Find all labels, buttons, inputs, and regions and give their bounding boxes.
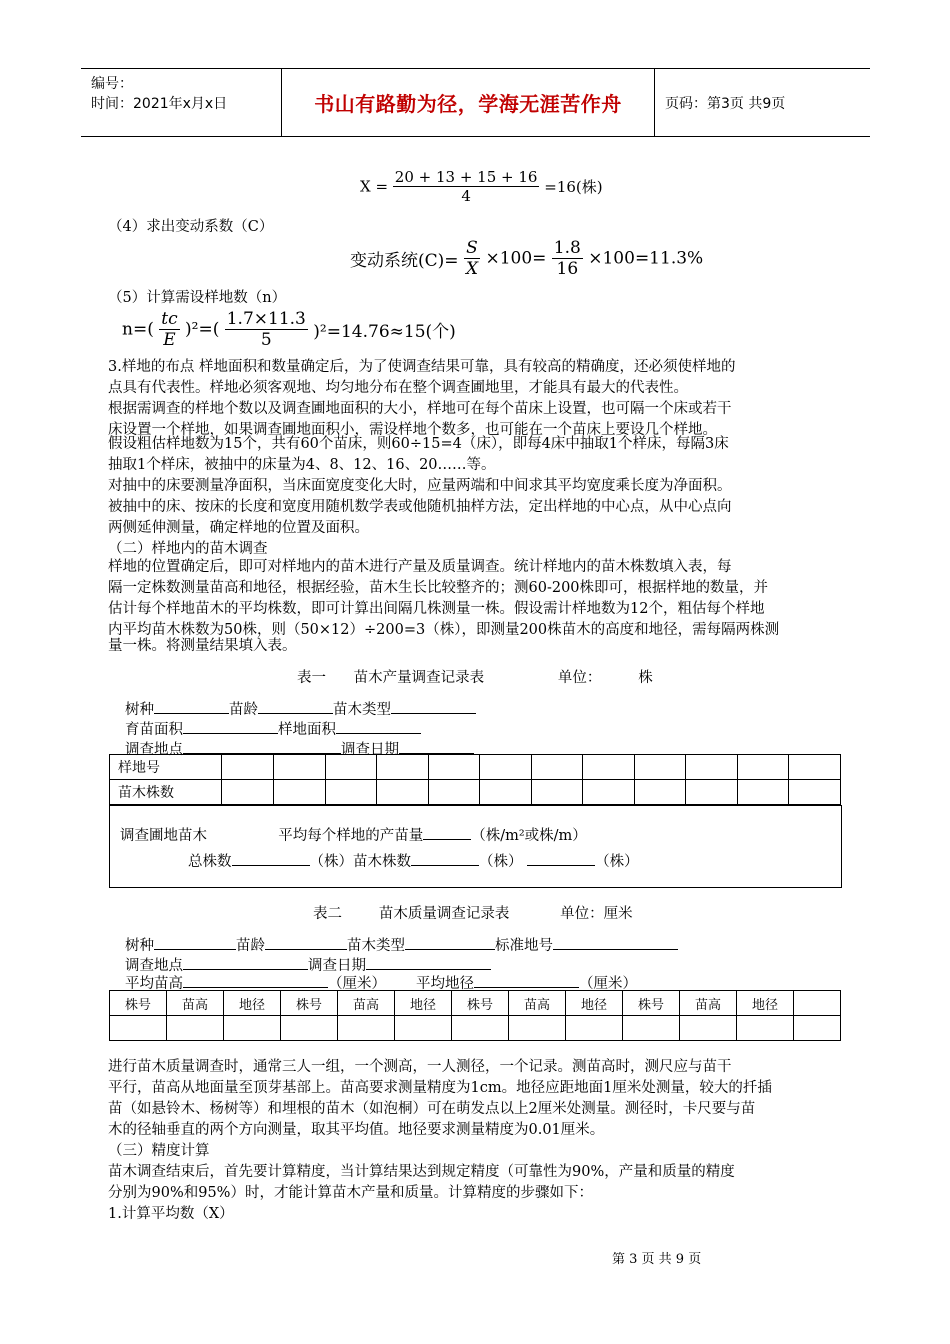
para-text: 1.计算平均数（X）: [108, 1206, 234, 1222]
formula-mean-fraction: [393, 168, 540, 205]
time-label: 时间：2021年x月x日: [91, 96, 228, 112]
table1-fields-row2: [125, 718, 421, 739]
number-label: 编号：: [91, 76, 133, 92]
table-cell: [680, 1016, 737, 1041]
table1-grid: [109, 754, 841, 805]
summary-text: （株/m²或株/m）: [471, 828, 587, 844]
para-text: 隔一定株数测量苗高和地径，根据经验，苗木生长比较整齐的；测60-200株即可，根据样地的数量，并: [108, 580, 769, 596]
para-text: 分别为90%和95%）时，才能计算苗木产量和质量。计算精度的步骤如下：: [108, 1185, 593, 1201]
para-text: 量一株。将测量结果填入表。: [108, 638, 297, 654]
blank-line: [405, 935, 495, 950]
table2-caption: 表二 苗木质量调查记录表 单位：厘米: [313, 906, 633, 922]
field-label: 苗木类型: [347, 938, 405, 954]
blank-line: [553, 935, 678, 950]
table2-fields-row1: [125, 934, 678, 955]
formula-cv-frac2-den: 16: [556, 259, 579, 279]
formula-n-frac1-num: tc: [161, 309, 178, 329]
para-text: 进行苗木质量调查时，通常三人一组，一个测高，一人测径，一个记录。测苗高时，测尺应与苗干: [108, 1059, 732, 1075]
page-header: [81, 68, 870, 137]
formula-mean-lhs: X =: [360, 177, 389, 196]
column-header: 地径: [224, 991, 281, 1016]
field-label: 树种: [125, 702, 154, 718]
field-label: 苗龄: [229, 702, 258, 718]
step4: （4）求出变动系数（C）: [108, 219, 274, 235]
blank-line: [183, 719, 278, 734]
field-label: 育苗面积: [125, 722, 183, 738]
formula-n-mid: )²=(: [185, 319, 220, 340]
table-cell: [167, 1016, 224, 1041]
field-label: 调查日期: [341, 742, 399, 758]
field-label: 调查地点: [125, 742, 183, 758]
blank-line: [411, 851, 479, 866]
para-text: 估计每个样地苗木的平均株数，即可计算出间隔几株测量一株。假设需计样地数为12个，粗估每个样地: [108, 601, 765, 617]
field-label: （厘米）: [579, 976, 637, 992]
para-text: 内平均苗木株数为50株，则（50×12）÷200=3（株），即测量200株苗木的高度和地径，需每隔两株测: [108, 622, 780, 638]
field-label: 树种: [125, 938, 154, 954]
blank-line: [366, 955, 491, 970]
summary-text: 平均每个样地的产苗量: [278, 828, 424, 844]
formula-cv-lhs: 变动系统(C)=: [350, 251, 459, 271]
blank-line: [391, 699, 476, 714]
formula-n-frac2: [225, 309, 308, 350]
header-meta: [81, 69, 282, 136]
table-cell: [566, 1016, 623, 1041]
formula-n-lhs: n=(: [122, 319, 154, 340]
column-header: 株号: [110, 991, 167, 1016]
field-label: 平均地径: [416, 976, 474, 992]
para-text: 抽取1个样床，被抽中的床量为4、8、12、16、20……等。: [108, 457, 496, 473]
summary-text: （株）: [595, 854, 639, 870]
table-cell: [224, 1016, 281, 1041]
formula-cv-mid: ×100=: [485, 248, 547, 269]
blank-line: [232, 851, 310, 866]
para-text: 被抽中的床、按床的长度和宽度用随机数学表或他随机抽样方法，定出样地的中心点，从中心点向: [108, 499, 732, 515]
field-label: 调查地点: [125, 958, 183, 974]
column-header: 地径: [566, 991, 623, 1016]
blank-line: [265, 935, 347, 950]
table-cell: [509, 1016, 566, 1041]
para-text: 木的径轴垂直的两个方向测量，取其平均值。地径要求测量精度为0.01厘米。: [108, 1122, 605, 1138]
formula-n: [122, 309, 456, 350]
formula-cv-frac1-num: S: [464, 238, 480, 259]
formula-n-rhs: )²=14.76≈15(个): [313, 322, 456, 342]
table-cell: [623, 1016, 680, 1041]
row-header: 苗木株数: [110, 780, 222, 805]
formula-mean-numerator: 20 + 13 + 15 + 16: [394, 168, 538, 186]
formula-cv-frac1-den: X: [465, 259, 479, 279]
column-header: 地径: [395, 991, 452, 1016]
formula-cv-frac2: [552, 238, 583, 279]
para-text: 苗（如悬铃木、杨树等）和埋根的苗木（如泡桐）可在萌发点以上2厘米处测量。测径时，卡尺要与苗: [108, 1101, 756, 1117]
blank-line: [474, 973, 579, 988]
blank-line: [399, 739, 474, 754]
table-cell: [395, 1016, 452, 1041]
para-text: 3.样地的布点 样地面积和数量确定后，为了使调查结果可靠，具有较高的精确度，还必须使样地的: [108, 359, 736, 375]
formula-n-frac2-num: 1.7×11.3: [226, 309, 306, 329]
para-text: 两侧延伸测量，确定样地的位置及面积。: [108, 520, 369, 536]
table-cell: [794, 1016, 841, 1041]
table-row: [110, 780, 841, 805]
header-motto-cell: [282, 69, 655, 136]
column-header: 苗高: [167, 991, 224, 1016]
column-header: 地径: [737, 991, 794, 1016]
field-label: 平均苗高: [125, 976, 183, 992]
table-row: [110, 1016, 841, 1041]
formula-cv-frac2-num: 1.8: [553, 238, 581, 258]
para-text: 对抽中的床要测量净面积，当床面宽度变化大时，应量两端和中间求其平均宽度乘长度为净面积。: [108, 478, 732, 494]
table1-summary: [109, 805, 842, 888]
column-header: 株号: [452, 991, 509, 1016]
column-header: 苗高: [509, 991, 566, 1016]
para-text: 平行，苗高从地面量至顶芽基部上。苗高要求测量精度为1cm。地径应距地面1厘米处测量，较大的扦插: [108, 1080, 772, 1096]
summary-text: 调查圃地苗木: [120, 828, 207, 844]
formula-n-frac1: [159, 309, 179, 350]
para-text: 根据需调查的样地个数以及调查圃地面积的大小，样地可在每个苗床上设置，也可隔一个床或若干: [108, 401, 732, 417]
blank-line: [183, 973, 328, 988]
blank-line: [527, 851, 595, 866]
table-row: [110, 755, 841, 780]
formula-n-frac1-den: E: [163, 330, 176, 350]
para-text: 假设粗估样地数为15个，共有60个苗床，则60÷15=4（床），即每4床中抽取1个样床，每隔3床: [108, 436, 729, 452]
motto: 书山有路勤为径，学海无涯苦作舟: [314, 92, 622, 116]
column-header: 苗高: [680, 991, 737, 1016]
blank-line: [336, 719, 421, 734]
blank-line: [423, 825, 471, 840]
section-heading: （二）样地内的苗木调查: [108, 541, 268, 557]
field-label: （厘米）: [328, 976, 386, 992]
para-text: 床设置一个样地，如果调查圃地面积小，需设样地个数多，也可能在一个苗床上要设几个样地。: [108, 422, 717, 438]
blank-line: [258, 699, 333, 714]
para-text: 苗木调查结束后，首先要计算精度，当计算结果达到规定精度（可靠性为90%，产量和质量的精度: [108, 1164, 735, 1180]
field-label: 样地面积: [278, 722, 336, 738]
formula-cv-rhs: ×100=11.3%: [588, 248, 704, 269]
field-label: 标准地号: [495, 938, 553, 954]
formula-mean-rhs: =16(株): [544, 178, 603, 196]
blank-line: [183, 739, 341, 754]
summary-text: 总株数: [188, 854, 232, 870]
section-heading: （三）精度计算: [108, 1143, 210, 1159]
blank-line: [154, 935, 236, 950]
summary-line2: [188, 850, 639, 871]
blank-line: [154, 699, 229, 714]
column-header: 株号: [623, 991, 680, 1016]
table-cell: [794, 991, 841, 1016]
header-page-cell: [655, 69, 870, 136]
formula-cv-frac1: [464, 238, 480, 279]
field-label: 苗龄: [236, 938, 265, 954]
page-label: 页码：第3页 共9页: [665, 95, 786, 112]
formula-n-frac2-den: 5: [260, 330, 272, 350]
table-cell: [737, 1016, 794, 1041]
summary-text: （株）: [479, 854, 523, 870]
summary-text: （株）苗木株数: [309, 854, 411, 870]
table2-grid: [109, 990, 841, 1041]
column-header: 株号: [281, 991, 338, 1016]
table1-caption: 表一 苗木产量调查记录表 单位： 株: [297, 670, 653, 686]
table-row: [110, 991, 841, 1016]
blank-line: [183, 955, 308, 970]
summary-line1: [120, 824, 587, 845]
table-cell: [281, 1016, 338, 1041]
formula-mean: [360, 168, 603, 205]
field-label: 苗木类型: [333, 702, 391, 718]
step5: （5）计算需设样地数（n）: [108, 290, 287, 306]
column-header: 苗高: [338, 991, 395, 1016]
para-text: 样地的位置确定后，即可对样地内的苗木进行产量及质量调查。统计样地内的苗木株数填入表，每: [108, 559, 732, 575]
row-header: 样地号: [110, 755, 222, 780]
page-footer: 第 3 页 共 9 页: [612, 1252, 702, 1267]
table-cell: [110, 1016, 167, 1041]
table-cell: [452, 1016, 509, 1041]
formula-cv: [350, 238, 703, 279]
table-cell: [338, 1016, 395, 1041]
table1-fields-row1: [125, 698, 476, 719]
field-label: 调查日期: [308, 958, 366, 974]
para-text: 点具有代表性。样地必须客观地、均匀地分布在整个调查圃地里，才能具有最大的代表性。: [108, 380, 688, 396]
formula-mean-denominator: 4: [461, 187, 471, 205]
